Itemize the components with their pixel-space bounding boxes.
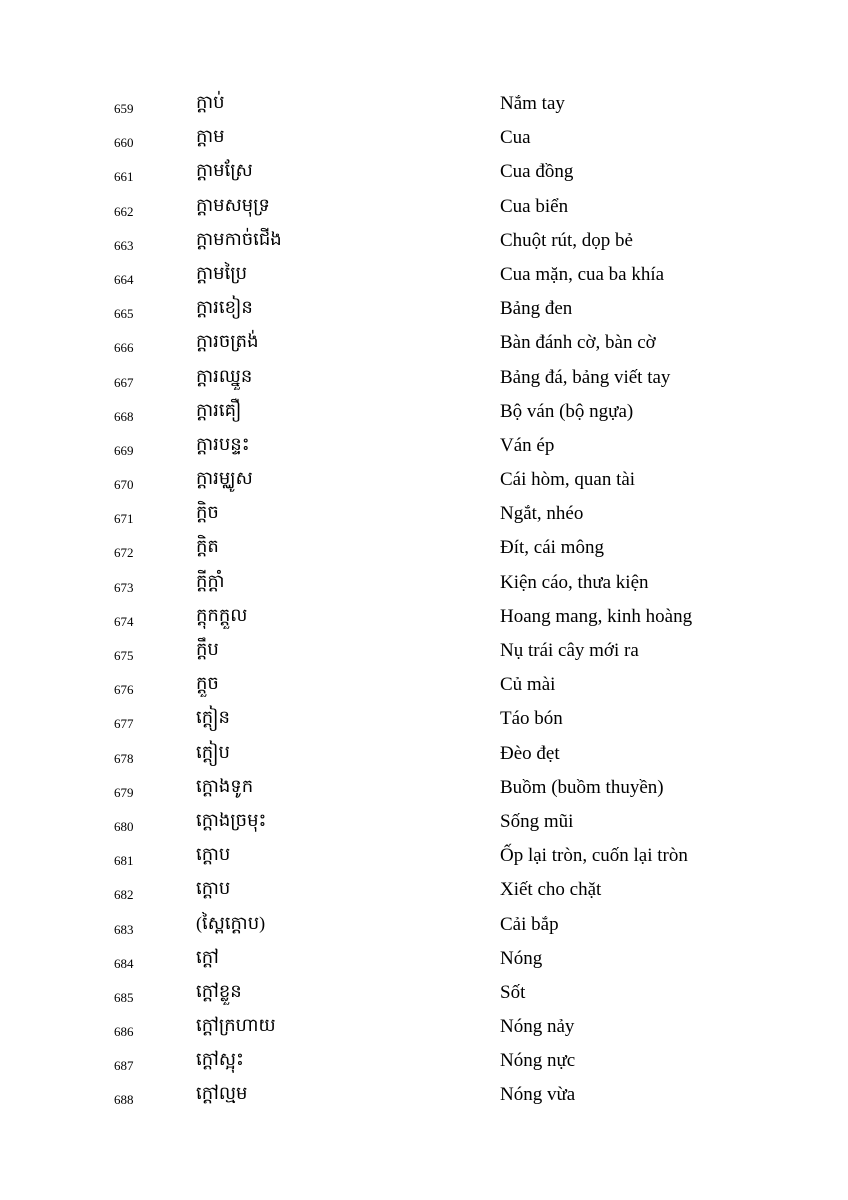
vietnamese-translation: Nóng vừa xyxy=(500,1084,576,1106)
entry-number: 674 xyxy=(114,613,134,629)
vietnamese-translation: Hoang mang, kinh hoàng xyxy=(500,605,693,627)
vietnamese-translation: Ván ép xyxy=(500,434,555,456)
list-item xyxy=(0,190,848,224)
khmer-term: ក្ដារឈ្នួន xyxy=(196,365,253,386)
vietnamese-translation: Cua biển xyxy=(500,195,569,217)
vietnamese-translation: Buồm (buồm thuyền) xyxy=(500,776,664,798)
khmer-term: ក្ដឹប xyxy=(196,639,219,659)
vietnamese-translation: Bộ ván (bộ ngựa) xyxy=(500,400,634,422)
list-item xyxy=(0,87,848,121)
vietnamese-translation: Ốp lại tròn, cuốn lại tròn xyxy=(500,845,688,867)
entry-number: 669 xyxy=(114,442,134,458)
entry-number: 659 xyxy=(114,101,134,116)
entry-number: 682 xyxy=(114,887,134,903)
khmer-term: ក្ដារម្ឈូស xyxy=(196,468,253,489)
vietnamese-translation: Kiện cáo, thưa kiện xyxy=(500,571,649,593)
entry-number: 678 xyxy=(114,750,134,766)
entry-number: 667 xyxy=(114,374,134,390)
list-item xyxy=(0,600,848,634)
entry-number: 675 xyxy=(114,648,134,663)
khmer-term: ក្ដោងច្រមុះ xyxy=(196,809,267,830)
vietnamese-translation: Cua mặn, cua ba khía xyxy=(500,263,665,285)
list-item xyxy=(0,771,848,805)
list-item xyxy=(0,224,848,258)
khmer-term: ក្ដាមកាច់ជើង xyxy=(196,228,282,249)
list-item xyxy=(0,805,848,839)
vietnamese-translation: Sốt xyxy=(500,981,526,1003)
vietnamese-translation: Cải bắp xyxy=(500,913,559,935)
khmer-term: ក្ដិច xyxy=(196,502,219,523)
list-item xyxy=(0,839,848,873)
list-item xyxy=(0,258,848,292)
khmer-term: ក្ដាមស្រែ xyxy=(196,160,253,181)
khmer-term: ក្ដារខៀន xyxy=(196,297,253,318)
vietnamese-translation: Bảng đá, bảng viết tay xyxy=(500,366,671,388)
list-item xyxy=(0,873,848,907)
vietnamese-translation: Ngắt, nhéo xyxy=(500,503,584,525)
list-item xyxy=(0,292,848,326)
khmer-term: ក្ដៅខ្លួន xyxy=(196,980,242,1001)
khmer-term: ក្ដោប xyxy=(196,878,231,899)
khmer-term: ក្ដៀប xyxy=(196,741,230,762)
vietnamese-translation: Nụ trái cây mới ra xyxy=(500,640,639,661)
list-item xyxy=(0,497,848,531)
entry-number: 676 xyxy=(114,682,134,698)
list-item xyxy=(0,1078,848,1112)
khmer-term: ក្ដៅល្មម xyxy=(196,1083,248,1104)
list-item xyxy=(0,326,848,360)
vietnamese-translation: Bàn đánh cờ, bàn cờ xyxy=(500,332,656,354)
khmer-term: (ស្ពៃក្ដោប) xyxy=(196,912,266,933)
list-item xyxy=(0,395,848,429)
vietnamese-translation: Bảng đen xyxy=(500,298,573,320)
khmer-term: ក្ដារបន្ទះ xyxy=(196,433,250,454)
khmer-term: ក្ដៅស្អុះ xyxy=(196,1049,244,1070)
entry-number: 668 xyxy=(114,408,134,424)
entry-number: 673 xyxy=(114,579,134,595)
entry-number: 681 xyxy=(114,853,134,869)
list-item xyxy=(0,976,848,1010)
list-item xyxy=(0,702,848,736)
entry-number: 663 xyxy=(114,237,134,253)
khmer-term: ក្ដុកក្ដួល xyxy=(196,604,248,625)
khmer-term: ក្ដួច xyxy=(196,673,219,694)
entry-number: 688 xyxy=(114,1092,134,1108)
list-item xyxy=(0,908,848,942)
khmer-term: ក្ដារគឿ xyxy=(196,399,242,420)
khmer-term: ក្ដិត xyxy=(196,536,219,557)
list-item xyxy=(0,463,848,497)
vietnamese-translation: Sống mũi xyxy=(500,810,574,832)
entry-number: 664 xyxy=(114,271,134,287)
khmer-term: ក្ដីក្ដាំ xyxy=(196,570,225,591)
entry-number: 666 xyxy=(114,340,134,356)
khmer-term: ក្ដោងទូក xyxy=(196,775,254,796)
list-item xyxy=(0,361,848,395)
entry-number: 679 xyxy=(114,784,134,800)
list-item xyxy=(0,668,848,702)
vietnamese-translation: Nóng xyxy=(500,947,543,969)
vietnamese-translation: Đít, cái mông xyxy=(500,537,604,559)
entry-number: 665 xyxy=(114,306,134,322)
entry-number: 686 xyxy=(114,1024,134,1040)
list-item xyxy=(0,634,848,668)
khmer-term: ក្ដៅក្រហាយ xyxy=(196,1015,276,1036)
list-item xyxy=(0,155,848,189)
list-item xyxy=(0,1010,848,1044)
vietnamese-translation: Cua xyxy=(500,127,531,149)
list-item xyxy=(0,942,848,976)
vietnamese-translation: Nắm tay xyxy=(500,93,565,114)
entry-number: 683 xyxy=(114,921,134,937)
list-item xyxy=(0,429,848,463)
vietnamese-translation: Củ mài xyxy=(500,674,556,696)
list-item xyxy=(0,566,848,600)
entry-number: 684 xyxy=(114,955,134,971)
entry-number: 661 xyxy=(114,169,134,185)
vietnamese-translation: Xiết cho chặt xyxy=(500,879,602,901)
list-item xyxy=(0,121,848,155)
vietnamese-translation: Cái hòm, quan tài xyxy=(500,469,636,491)
khmer-term: ក្ដាមប្រៃ xyxy=(196,262,248,283)
khmer-term: ក្ដាមសមុទ្រ xyxy=(196,194,270,215)
entry-number: 670 xyxy=(114,477,134,493)
list-item xyxy=(0,1044,848,1078)
vietnamese-translation: Táo bón xyxy=(500,708,563,730)
entry-number: 662 xyxy=(114,203,134,219)
vocabulary-list xyxy=(0,87,848,1113)
entry-number: 687 xyxy=(114,1058,134,1074)
vietnamese-translation: Cua đồng xyxy=(500,161,574,183)
vietnamese-translation: Chuột rút, dọp bẻ xyxy=(500,229,633,251)
entry-number: 660 xyxy=(114,135,134,151)
khmer-term: ក្ដារចត្រង់ xyxy=(196,331,259,352)
entry-number: 680 xyxy=(114,818,134,834)
vietnamese-translation: Nóng nực xyxy=(500,1050,576,1072)
entry-number: 677 xyxy=(114,716,134,732)
vietnamese-translation: Nóng nảy xyxy=(500,1016,575,1038)
entry-number: 672 xyxy=(114,545,134,561)
entry-number: 671 xyxy=(114,511,134,527)
list-item xyxy=(0,531,848,565)
khmer-term: ក្ដាម xyxy=(196,126,225,147)
khmer-term: ក្ដៀន xyxy=(196,707,230,728)
khmer-term: ក្ដោប xyxy=(196,844,231,865)
khmer-term: ក្ដៅ xyxy=(196,946,219,967)
khmer-term: ក្ដាប់ xyxy=(196,92,225,112)
list-item xyxy=(0,737,848,771)
vietnamese-translation: Đèo đẹt xyxy=(500,742,560,764)
entry-number: 685 xyxy=(114,989,134,1005)
